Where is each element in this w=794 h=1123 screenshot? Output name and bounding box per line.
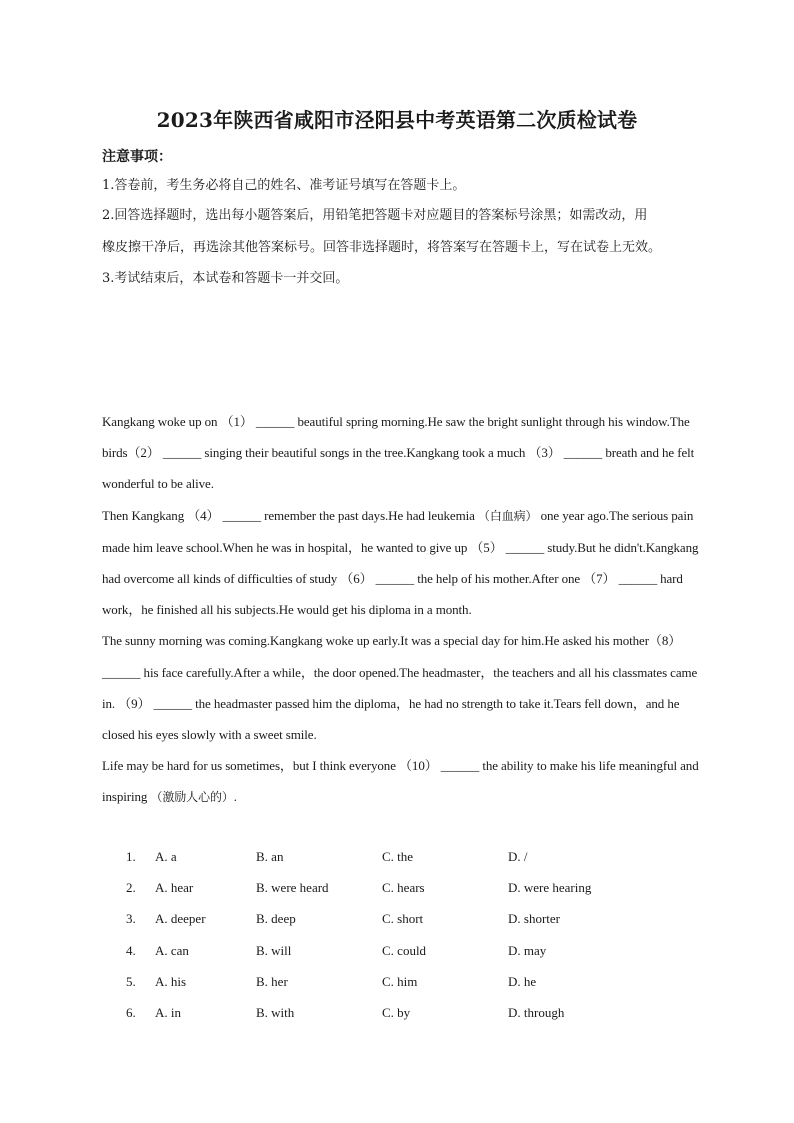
option-b[interactable]: B. an xyxy=(256,849,284,864)
notice-item-2: 2.回答选择题时，选出每小题答案后，用铅笔把答题卡对应题目的答案标号涂黑；如需改动，用 xyxy=(102,208,648,223)
option-d[interactable]: D. shorter xyxy=(508,911,560,927)
option-a[interactable]: A. his xyxy=(155,973,187,989)
option-d[interactable]: D. were hearing xyxy=(508,880,592,896)
option-c[interactable]: C. him xyxy=(382,973,418,989)
question-number: 3. xyxy=(126,911,136,927)
question-row xyxy=(0,935,794,966)
passage-paragraph-3: The sunny morning was coming.Kangkang woke up early.It was a special day for him.He asked his mother（8） ______ his face carefully.After a while，the door opened.The headmaster，the teachers and all his classmates came in. （9） ______ the headmaster passed him the diploma，he had no strength to take it.Tears fell down，and he closed his eyes slowly with a sweet smile. xyxy=(102,633,698,743)
option-d[interactable]: D. may xyxy=(508,942,547,958)
question-number: 4. xyxy=(126,942,136,958)
option-a[interactable]: A. can xyxy=(155,942,189,958)
option-b[interactable]: B. deep xyxy=(256,911,296,927)
option-d[interactable]: D. through xyxy=(508,1004,565,1020)
question-number: 1. xyxy=(126,849,136,864)
passage-paragraph-4 xyxy=(102,750,702,813)
option-c[interactable]: C. the xyxy=(382,849,414,864)
option-c[interactable]: C. by xyxy=(382,1004,411,1020)
option-d[interactable]: D. he xyxy=(508,973,537,989)
gloss-inspiring: （激励人心的） xyxy=(150,790,234,805)
passage-paragraph-2-text-b: one year ago.The serious pain made him leave school.When he was in hospital，he wanted to give up （5） ______ study.But he didn't.Kangkang had overcome all kinds of difficulties of study （6） ______ the help of his mother.After one （7） ______ hard work，he finished all his subjects.He would get his diploma in a month. xyxy=(102,507,699,618)
question-number: 6. xyxy=(126,1004,136,1020)
passage-paragraph-2 xyxy=(102,500,702,626)
option-a[interactable]: A. in xyxy=(155,1004,181,1020)
notice-item-1: 1.答卷前，考生务必将自己的姓名、准考证号填写在答题卡上。 xyxy=(102,178,466,193)
option-b[interactable]: B. with xyxy=(256,1004,295,1020)
option-a[interactable]: A. hear xyxy=(155,880,194,896)
cloze-passage xyxy=(102,406,702,814)
option-c[interactable]: C. could xyxy=(382,942,427,958)
passage-paragraph-1: Kangkang woke up on （1） ______ beautiful spring morning.He saw the bright sunlight through his window.The birds（2） ______ singing their beautiful songs in the tree.Kangkang took a much （3） ______ breath and he felt wonderful to be alive. xyxy=(102,414,695,492)
passage-paragraph-2-text-a: Then Kangkang （4） ______ remember the past days.He had leukemia xyxy=(102,507,478,523)
option-a[interactable]: A. deeper xyxy=(155,911,206,927)
question-row xyxy=(0,872,794,903)
option-a[interactable]: A. a xyxy=(155,849,177,864)
notice-item-2-continued: 橡皮擦干净后，再选涂其他答案标号。回答非选择题时，将答案写在答题卡上，写在试卷上无效。 xyxy=(102,240,662,255)
option-b[interactable]: B. will xyxy=(256,942,292,958)
notice-item-3: 3.考试结束后，本试卷和答题卡一并交回。 xyxy=(102,271,349,286)
option-d[interactable]: D. / xyxy=(508,849,528,864)
option-b[interactable]: B. her xyxy=(256,973,288,989)
gloss-leukemia: （白血病） xyxy=(477,508,538,523)
question-row xyxy=(0,966,794,997)
question-number: 2. xyxy=(126,880,136,896)
question-row xyxy=(0,997,794,1028)
option-c[interactable]: C. short xyxy=(382,911,424,927)
passage-paragraph-4-text-a: Life may be hard for us sometimes，but I think everyone （10） ______ the ability to make his life meaningful and inspiring xyxy=(102,758,699,805)
answer-options xyxy=(0,841,794,1028)
exam-title: 2023年陕西省咸阳市泾阳县中考英语第二次质检试卷 xyxy=(156,108,638,132)
question-row xyxy=(0,841,794,872)
notice-heading: 注意事项： xyxy=(102,149,172,165)
passage-paragraph-4-text-b: . xyxy=(233,789,237,805)
question-row xyxy=(0,903,794,934)
option-c[interactable]: C. hears xyxy=(382,880,425,896)
question-number: 5. xyxy=(126,973,136,989)
option-b[interactable]: B. were heard xyxy=(256,880,329,896)
